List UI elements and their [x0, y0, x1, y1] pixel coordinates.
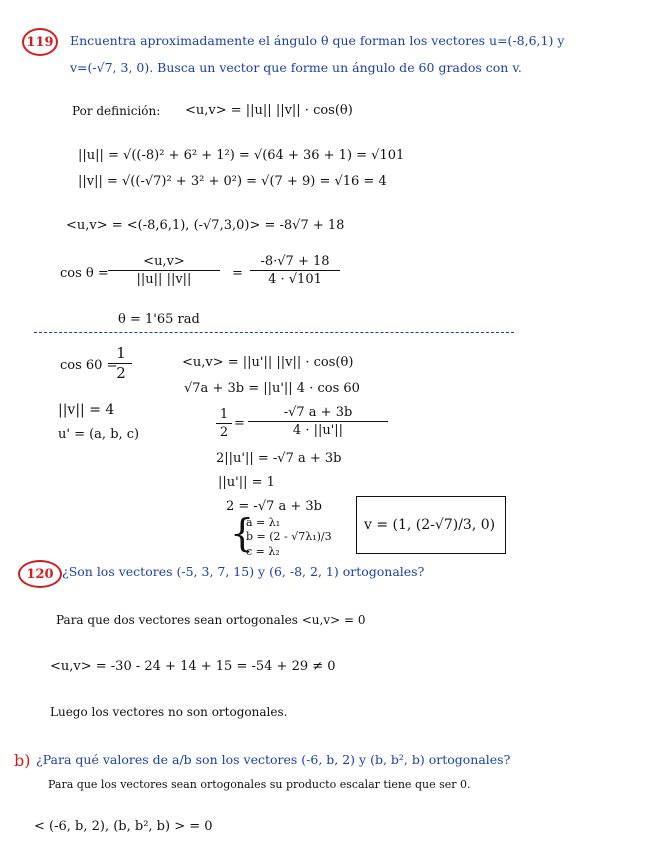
- ex120-conclusion: Luego los vectores no son ortogonales.: [50, 705, 288, 719]
- equation-line-2: √7a + 3b = ||u'|| 4 · cos 60: [184, 381, 360, 396]
- cos-theta-numerator: <u,v>: [143, 254, 185, 269]
- equation-line-4: ||u'|| = 1: [218, 475, 275, 490]
- half-numerator: 1: [219, 407, 229, 422]
- dot-product: <u,v> = <(-8,6,1), (-√7,3,0)> = -8√7 + 18: [66, 218, 345, 233]
- half-fraction: [216, 408, 232, 439]
- cos60-numerator: 1: [116, 344, 126, 362]
- ex120-part-b-question: ¿Para qué valores de a/b son los vectores (-6, b, 2) y (b, b², b) ortogonales?: [36, 752, 511, 767]
- equation-line-3: 2||u'|| = -√7 a + 3b: [216, 451, 342, 466]
- ex119-statement-line2: v=(-√7, 3, 0). Busca un vector que forme un ángulo de 60 grados con v.: [70, 60, 522, 75]
- rhs-fraction: [248, 406, 388, 437]
- cos-theta-denominator: ||u|| ||v||: [136, 272, 192, 287]
- rhs-numerator: -√7 a + 3b: [283, 405, 353, 420]
- rhs-denominator: 4 · ||u'||: [292, 423, 344, 438]
- definition-formula: <u,v> = ||u|| ||v|| · cos(θ): [185, 103, 353, 118]
- cos-theta-value-fraction: [250, 255, 340, 286]
- ex119-statement-line1: Encuentra aproximadamente el ángulo θ que forman los vectores u=(-8,6,1) y: [70, 33, 565, 48]
- ex120-part-b-explanation: Para que los vectores sean ortogonales su producto escalar tiene que ser 0.: [48, 778, 471, 791]
- system-a: a = λ₁: [246, 516, 281, 529]
- theta-result: θ = 1'65 rad: [118, 312, 200, 327]
- section-divider: [34, 332, 514, 333]
- system-c: c = λ₂: [246, 545, 280, 558]
- equation-line-5: 2 = -√7 a + 3b: [226, 499, 323, 514]
- cos-theta-value-denominator: 4 · √101: [268, 272, 322, 287]
- definition-label: Por definición:: [72, 104, 161, 118]
- ex120-part-b-equation: < (-6, b, 2), (b, b², b) > = 0: [34, 819, 213, 834]
- exercise-number-119: 119: [22, 28, 58, 56]
- norm-v-short: ||v|| = 4: [58, 402, 115, 418]
- ex120-orthogonality-condition: Para que dos vectores sean ortogonales <u,v> = 0: [56, 613, 366, 627]
- definition-formula-2: <u,v> = ||u'|| ||v|| · cos(θ): [182, 355, 354, 370]
- cos60-denominator: 2: [116, 364, 126, 382]
- norm-u: ||u|| = √((-8)² + 6² + 1²) = √(64 + 36 + 1) = √101: [78, 148, 405, 163]
- cos60-fraction: [110, 346, 132, 381]
- ex120-part-b-label: b): [14, 751, 31, 770]
- u-prime-vector: u' = (a, b, c): [58, 427, 140, 442]
- cos-theta-lhs: cos θ =: [60, 266, 109, 281]
- cos60-lhs: cos 60 =: [60, 358, 118, 373]
- system-b: b = (2 - √7λ₁)/3: [246, 530, 332, 543]
- ex120-question: ¿Son los vectores (-5, 3, 7, 15) y (6, -8, 2, 1) ortogonales?: [62, 564, 425, 579]
- ex120-calculation: <u,v> = -30 - 24 + 14 + 15 = -54 + 29 ≠ 0: [50, 659, 336, 674]
- cos-theta-value-numerator: -8·√7 + 18: [260, 254, 330, 269]
- system-brace: {: [230, 511, 255, 555]
- half-denominator: 2: [219, 425, 229, 440]
- cos-theta-fraction: [108, 255, 220, 286]
- norm-v: ||v|| = √((-√7)² + 3² + 0²) = √(7 + 9) = √16 = 4: [78, 174, 387, 189]
- answer-vector: v = (1, (2-√7)/3, 0): [364, 517, 496, 533]
- cos-theta-equals: =: [232, 266, 243, 281]
- half-equals: =: [234, 416, 245, 431]
- exercise-number-120: 120: [18, 560, 62, 588]
